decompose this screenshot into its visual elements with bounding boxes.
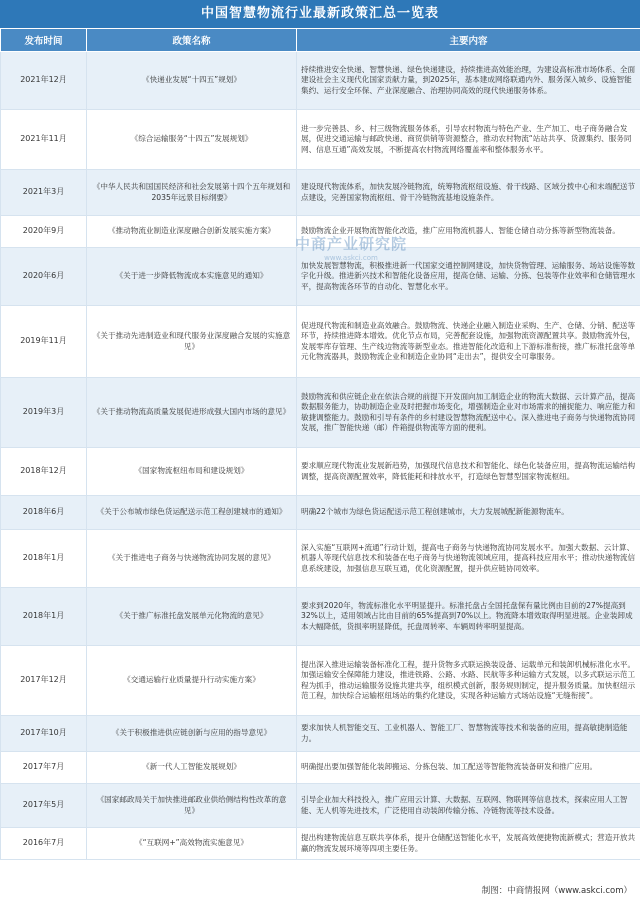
watermark-url: www.askci.com: [324, 254, 378, 262]
row-policy-name: 《快递业发展“十四五”规划》: [87, 52, 297, 110]
row-content: 要求顺应现代物流业发展新趋势，加强现代信息技术和智能化、绿色化装备应用，提高物流运输结构调整，提高资源配置效率，降低能耗和排放水平，打造绿色智慧型国家物流枢纽。: [297, 448, 640, 496]
table-row: [1, 828, 640, 860]
row-content: 鼓励物流企业开展物流智能化改造，推广应用物流机器人、智能仓储自动分拣等新型物流装备。: [297, 216, 640, 248]
row-content: 促进现代物流和制造业高效融合。鼓励物流、快递企业融入制造业采购、生产、仓储、分销、配送等环节，持续推进降本增效。优化节点布局，完善配套设施，加强物流资源配置共享。鼓励物流外包，发展零库存管理、生产线边物流等新型业态。推进智能化改造和上下游标准衔接，推广标准托盘等单元化物流器具，鼓励物流企业和制造企业协同“走出去”，提供安全可靠服务。: [297, 306, 640, 378]
table-row: [1, 306, 640, 378]
table-row: [1, 716, 640, 752]
table-row: [1, 588, 640, 646]
table-row: [1, 216, 640, 248]
row-content: 提出构建物流信息互联共享体系，提升仓储配送智能化水平，发展高效便捷物流新模式；营造开放共赢的物流发展环境等四项主要任务。: [297, 828, 640, 860]
row-date: 2017年7月: [1, 752, 87, 784]
table-row: [1, 170, 640, 216]
row-content: 建设现代物流体系，加快发展冷链物流，统筹物流枢纽设施、骨干线路、区域分拨中心和末端配送节点建设，完善国家物流枢纽、骨干冷链物流基地设施条件。: [297, 170, 640, 216]
policy-table: [0, 28, 640, 860]
row-content: 要求到2020年，物流标准化水平明显提升。标准托盘占全国托盘保有量比例由目前的27%提高到32%以上，适用领域占比由目前的65%提高到70%以上。物流降本增效取得明显进展。企业装卸成本大幅降低，货损率明显降低，托盘周转率、车辆周转率明显提高。: [297, 588, 640, 646]
row-content: 加快发展智慧物流，积极推进新一代国家交通控制网建设，加快货物管理、运输服务、场站设施等数字化升级。推进新兴技术和智能化设备应用，提高仓储、运输、分拣、包装等作业效率和仓储管理水平，提高物流各环节的自动化、智慧化水平。: [297, 248, 640, 306]
row-policy-name: 《中华人民共和国国民经济和社会发展第十四个五年规划和2035年远景目标纲要》: [87, 170, 297, 216]
row-content: 明确提出要加强智能化装卸搬运、分拣包装、加工配送等智能物流装备研发和推广应用。: [297, 752, 640, 784]
row-date: 2020年6月: [1, 248, 87, 306]
watermark-logo: 中商产业研究院: [295, 235, 408, 253]
row-content: 明确22个城市为绿色货运配送示范工程创建城市，大力发展城配新能源物流车。: [297, 496, 640, 530]
header-date: 发布时间: [1, 29, 87, 52]
header-row: [1, 29, 640, 52]
row-policy-name: 《关于推广标准托盘发展单元化物流的意见》: [87, 588, 297, 646]
table-row: [1, 110, 640, 170]
row-policy-name: 《关于推进电子商务与快递物流协同发展的意见》: [87, 530, 297, 588]
table-row: [1, 248, 640, 306]
row-policy-name: 《关于公布城市绿色货运配送示范工程创建城市的通知》: [87, 496, 297, 530]
row-policy-name: 《新一代人工智能发展规划》: [87, 752, 297, 784]
row-date: 2018年6月: [1, 496, 87, 530]
row-content: 进一步完善县、乡、村三级物流服务体系，引导农村物流与特色产业、生产加工、电子商务融合发展，促进交通运输与邮政快递、商贸供销等资源整合，推动农村物流“站站共享、货源集约、服务同网、信息互通”高效发展，不断提高农村物流网络覆盖率和整体服务水平。: [297, 110, 640, 170]
row-content: 要求加快人机智能交互、工业机器人、智能工厂、智慧物流等技术和装备的应用，提高敏捷制造能力。: [297, 716, 640, 752]
row-date: 2018年1月: [1, 588, 87, 646]
row-policy-name: 《关于推动物流高质量发展促进形成强大国内市场的意见》: [87, 378, 297, 448]
table-title: 中国智慧物流行业最新政策汇总一览表: [0, 0, 640, 28]
row-content: 持续推进安全快递、智慧快递、绿色快递建设，持续推进高效能治理，为建设高标准市场体系、全面建设社会主义现代化国家贡献力量，到2025年，基本建成网络联通内外、服务深入城乡、设施智能集约、运行安全环保、产业深度融合、治理协同高效的现代快递服务体系。: [297, 52, 640, 110]
table-row: [1, 378, 640, 448]
row-content: 提出深入推进运输装备标准化工程，提升货物多式联运换装设备、运载单元和装卸机械标准化水平。加强运输安全保障能力建设，推进铁路、公路、水路、民航等多种运输方式发展，以多式联运示范工程为抓手，推动运输服务设施共建共享，组织模式创新，服务规则制定，提升服务质量。加快枢纽示范工程，加快综合运输枢纽场站的集约化建设，实现各种运输方式场站设施“无缝衔接”。: [297, 646, 640, 716]
table-row: [1, 646, 640, 716]
row-date: 2020年9月: [1, 216, 87, 248]
row-policy-name: 《交通运输行业质量提升行动实施方案》: [87, 646, 297, 716]
header-content: 主要内容: [297, 29, 640, 52]
source-text: 制图：中商情报网（www.askci.com）: [481, 886, 632, 896]
row-date: 2021年3月: [1, 170, 87, 216]
row-date: 2021年12月: [1, 52, 87, 110]
row-content: 深入实施“互联网+流通”行动计划，提高电子商务与快递物流协同发展水平。加强大数据、云计算、机器人等现代信息技术和装备在电子商务与快递物流领域应用，提高科技应用水平；推动快递物流信息系统建设，加强信息互联互通，优化资源配置，提升供应链协同效率。: [297, 530, 640, 588]
row-policy-name: 《综合运输服务“十四五”发展规划》: [87, 110, 297, 170]
row-date: 2021年11月: [1, 110, 87, 170]
table-row: [1, 752, 640, 784]
table-row: [1, 496, 640, 530]
row-date: 2018年12月: [1, 448, 87, 496]
row-date: 2016年7月: [1, 828, 87, 860]
row-date: 2017年12月: [1, 646, 87, 716]
table-row: [1, 530, 640, 588]
row-policy-name: 《国家物流枢纽布局和建设规划》: [87, 448, 297, 496]
table-row: [1, 52, 640, 110]
row-policy-name: 《推动物流业制造业深度融合创新发展实施方案》: [87, 216, 297, 248]
row-date: 2019年11月: [1, 306, 87, 378]
header-name: 政策名称: [87, 29, 297, 52]
table-row: [1, 784, 640, 828]
row-date: 2017年5月: [1, 784, 87, 828]
row-date: 2017年10月: [1, 716, 87, 752]
row-policy-name: 《关于进一步降低物流成本实施意见的通知》: [87, 248, 297, 306]
row-policy-name: 《“互联网+”高效物流实施意见》: [87, 828, 297, 860]
row-date: 2019年3月: [1, 378, 87, 448]
row-date: 2018年1月: [1, 530, 87, 588]
source-footer: [0, 882, 640, 900]
row-policy-name: 《关于推动先进制造业和现代服务业深度融合发展的实施意见》: [87, 306, 297, 378]
row-policy-name: 《关于积极推进供应链创新与应用的指导意见》: [87, 716, 297, 752]
row-policy-name: 《国家邮政局关于加快推进邮政业供给侧结构性改革的意见》: [87, 784, 297, 828]
table-row: [1, 448, 640, 496]
row-content: 鼓励物流和供应链企业在依法合规的前提下开发面向加工制造企业的物流大数据、云计算产品，提高数据服务能力，协助制造企业及时把握市场变化，增强制造企业对市场需求的捕捉能力、响应能力和敏捷调整能力。鼓励和引导有条件的乡村建设智慧物流配送中心。深入推进电子商务与快递物流协同发展，推广智能快递（邮）件箱提供物流等方面的便利。: [297, 378, 640, 448]
row-content: 引导企业加大科技投入，推广应用云计算、大数据、互联网、物联网等信息技术，探索应用人工智能、无人机等先进技术，广泛使用自动装卸传输分拣、冷链物流等技术设备。: [297, 784, 640, 828]
